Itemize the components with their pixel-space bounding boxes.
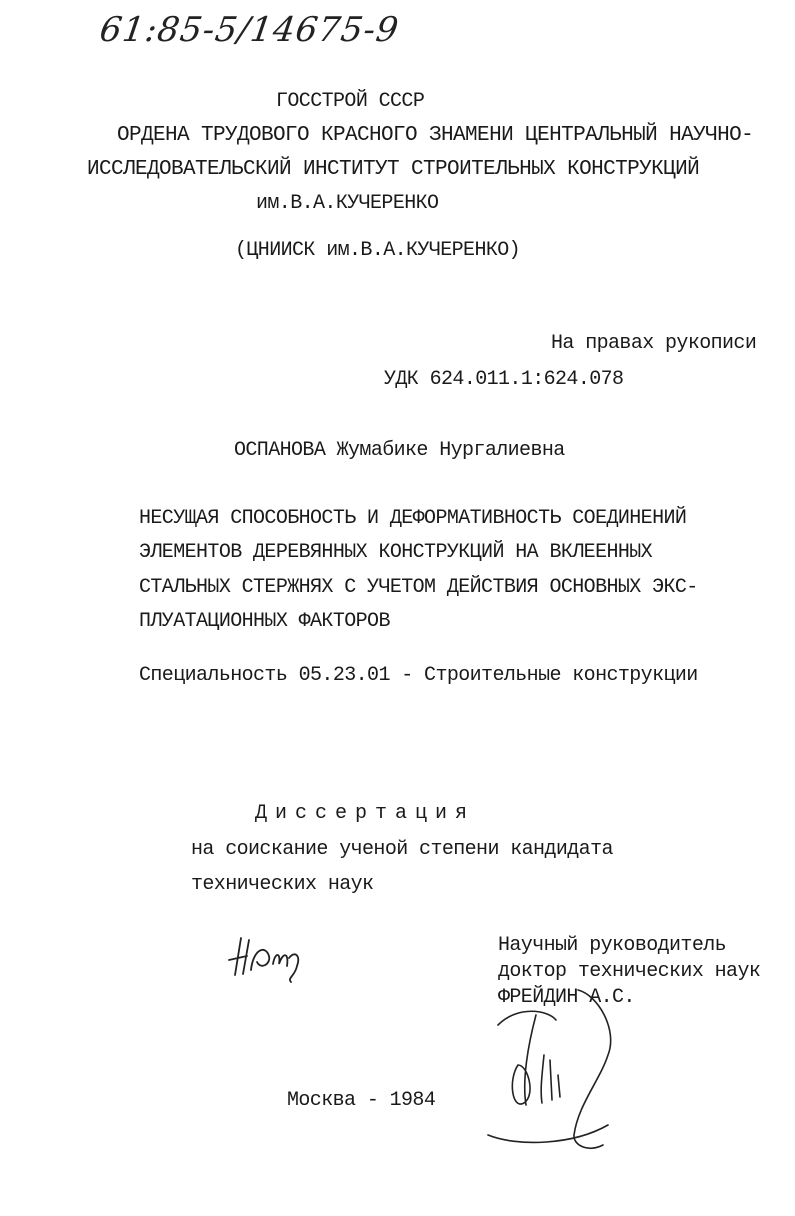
supervisor-degree: доктор технических наук — [498, 960, 761, 983]
thesis-title-line-2: ЭЛЕМЕНТОВ ДЕРЕВЯННЫХ КОНСТРУКЦИЙ НА ВКЛЕЕННЫХ — [139, 541, 653, 564]
dissertation-heading: Диссертация — [255, 802, 476, 825]
supervisor-role: Научный руководитель — [498, 934, 727, 957]
thesis-title-line-1: НЕСУЩАЯ СПОСОБНОСТЬ И ДЕФОРМАТИВНОСТЬ СОЕДИНЕНИЙ — [139, 507, 687, 530]
header-institute-line: ИССЛЕДОВАТЕЛЬСКИЙ ИНСТИТУТ СТРОИТЕЛЬНЫХ КОНСТРУКЦИЙ — [87, 158, 700, 181]
thesis-title-line-3: СТАЛЬНЫХ СТЕРЖНЯХ С УЧЕТОМ ДЕЙСТВИЯ ОСНОВНЫХ ЭКС- — [139, 576, 698, 599]
supervisor-signature — [478, 985, 638, 1160]
header-named-after: им.В.А.КУЧЕРЕНКО — [256, 192, 439, 215]
thesis-title-line-4: ПЛУАТАЦИОННЫХ ФАКТОРОВ — [139, 610, 390, 633]
supervisor-name: ФРЕЙДИН А.С. — [498, 986, 635, 1009]
author-signature — [225, 930, 315, 985]
specialty-code: Специальность 05.23.01 - Строительные конструкции — [139, 664, 698, 687]
header-abbreviation: (ЦНИИСК им.В.А.КУЧЕРЕНКО) — [235, 239, 521, 262]
place-and-year: Москва - 1984 — [287, 1089, 436, 1112]
dissertation-field-line: технических наук — [191, 873, 374, 896]
manuscript-rights: На правах рукописи — [551, 332, 757, 355]
author-name: ОСПАНОВА Жумабике Нургалиевна — [234, 439, 565, 462]
header-order-line: ОРДЕНА ТРУДОВОГО КРАСНОГО ЗНАМЕНИ ЦЕНТРАЛЬНЫЙ НАУЧНО- — [117, 124, 754, 147]
dissertation-degree-line: на соискание ученой степени кандидата — [191, 838, 613, 861]
archive-number-handwritten: 61:85-5/14675-9 — [97, 10, 402, 50]
udk-code: УДК 624.011.1:624.078 — [384, 368, 624, 391]
header-gosstroy: ГОССТРОЙ СССР — [276, 90, 425, 113]
